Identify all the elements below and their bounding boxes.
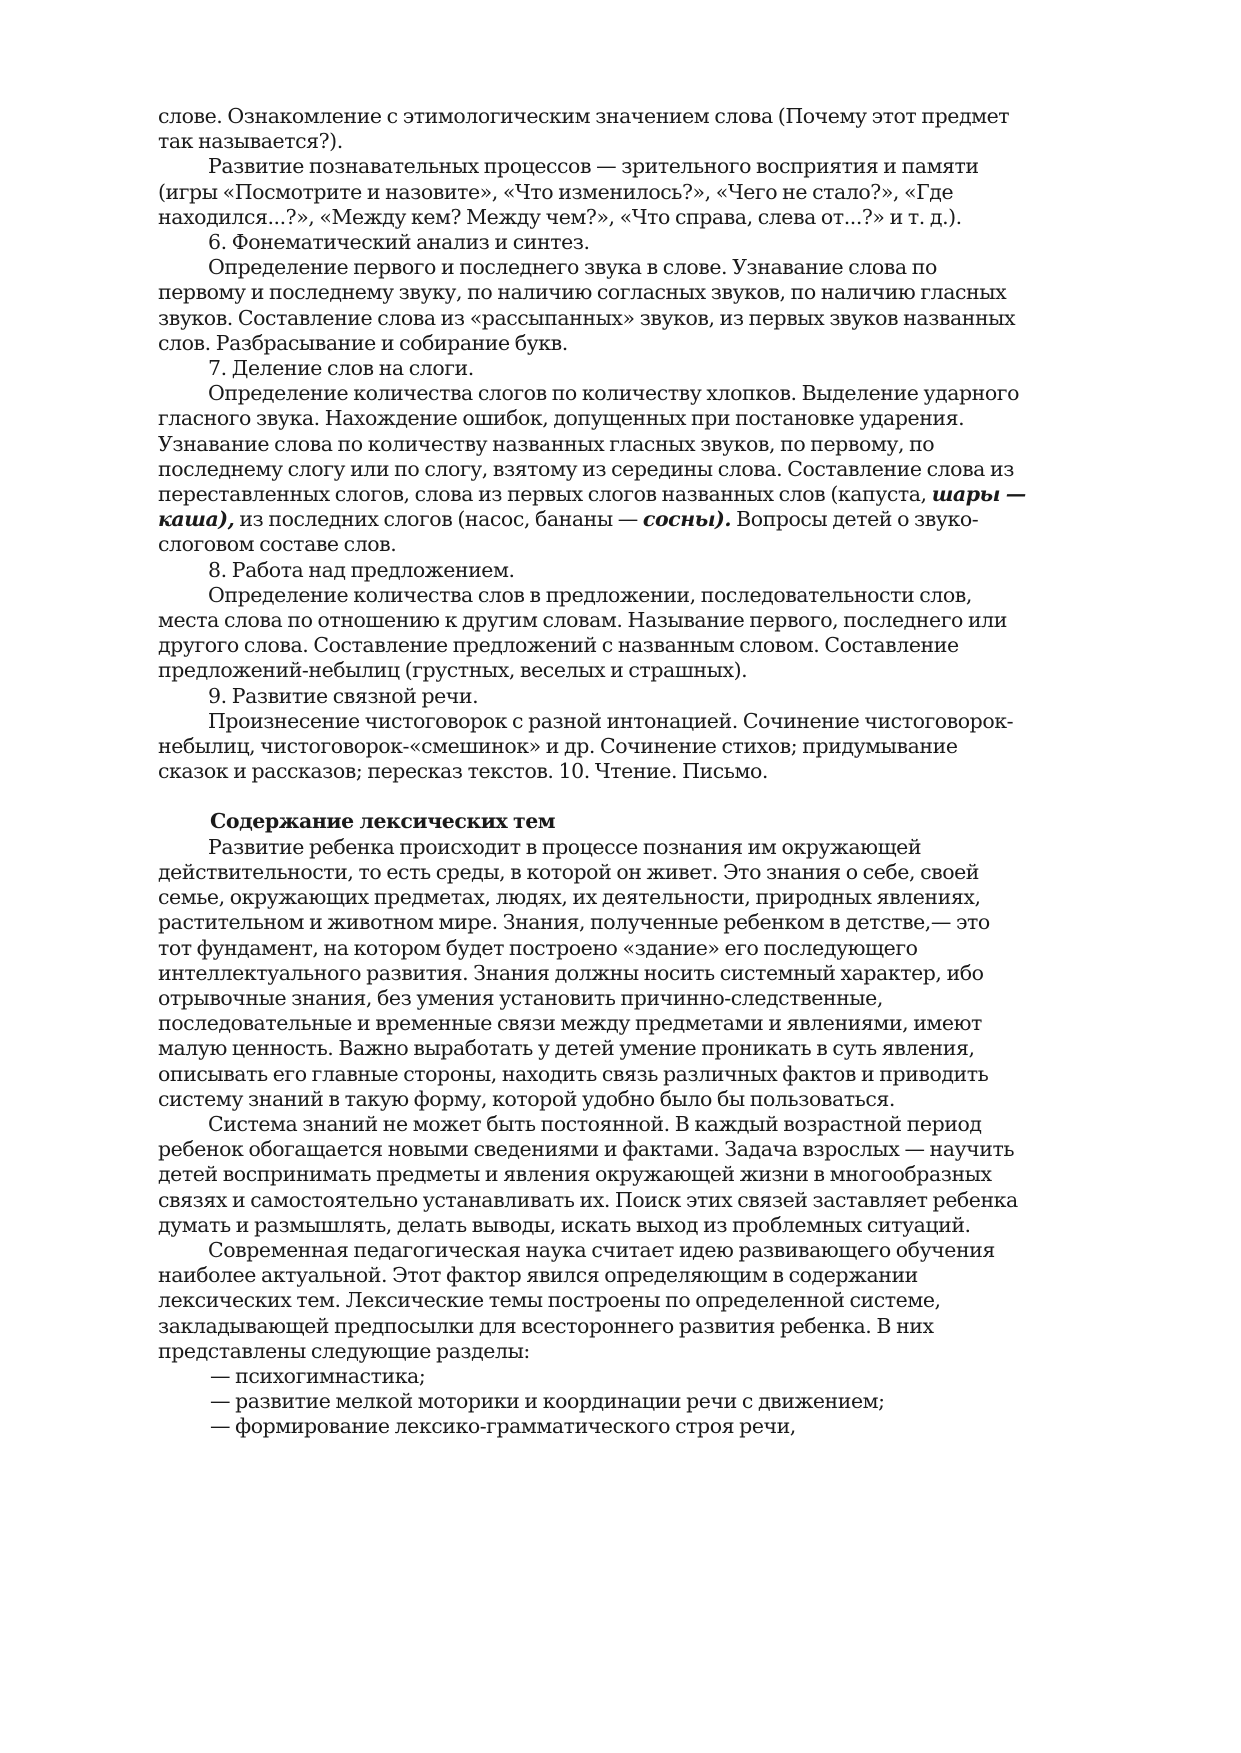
list-item: — формирование лексико-грамматического строя речи, (210, 1414, 796, 1439)
text-line: Современная педагогическая наука считает идею развивающего обучения (208, 1237, 995, 1262)
document-page (158, 104, 1038, 1440)
text-line: Система знаний не может быть постоянной. В каждый возрастной период (208, 1111, 982, 1136)
text-line: слоговом составе слов. (158, 532, 397, 557)
text-line: детей воспринимать предметы и явления окружающей жизни в многообразных (158, 1162, 992, 1187)
text-line: систему знаний в такую форму, которой удобно было бы пользоваться. (158, 1086, 895, 1111)
text-line: Развитие ребенка происходит в процессе познания им окружающей (208, 834, 922, 859)
text-line: предложений-небылиц (грустных, веселых и страшных). (158, 658, 748, 683)
text-line: тот фундамент, на котором будет построено «здание» его последующего (158, 935, 918, 960)
text-line: отрывочные знания, без умения установить причинно-следственные, (158, 985, 883, 1010)
spacer (158, 784, 1038, 809)
text-line: лексических тем. Лексические темы построены по определенной системе, (158, 1288, 941, 1313)
section-heading: Содержание лексических тем (210, 809, 556, 834)
example-word: сосны). (642, 507, 732, 532)
text-line: Определение количества слогов по количеству хлопков. Выделение ударного (208, 381, 1019, 406)
text-line: последовательные и временные связи между предметами и явлениями, имеют (158, 1011, 982, 1036)
text-line: представлены следующие разделы: (158, 1338, 530, 1363)
example-word: шары — (931, 482, 1026, 507)
section-8-title: 8. Работа над предложением. (208, 557, 515, 582)
text-line: семье, окружающих предметах, людях, их деятельности, природных явлениях, (158, 885, 981, 910)
text-line: связях и самостоятельно устанавливать их. Поиск этих связей заставляет ребенка (158, 1187, 1018, 1212)
text-line: сказок и рассказов; пересказ текстов. 10. Чтение. Письмо. (158, 759, 768, 784)
text-line: растительном и животном мире. Знания, полученные ребенком в детстве,— это (158, 910, 990, 935)
text-line: малую ценность. Важно выработать у детей умение проникать в суть явления, (158, 1036, 975, 1061)
text-line: действительности, то есть среды, в которой он живет. Это знания о себе, своей (158, 859, 980, 884)
example-word: каша), (158, 507, 235, 532)
text-line: звуков. Составление слова из «рассыпанных» звуков, из первых звуков названных (158, 305, 1016, 330)
text-line: находился...?», «Между кем? Между чем?», «Что справа, слева от...?» и т. д.). (158, 204, 962, 229)
text-line: так называется?). (158, 129, 343, 154)
text-line: интеллектуального развития. Знания должны носить системный характер, ибо (158, 960, 984, 985)
text-line: наиболее актуальной. Этот фактор явился определяющим в содержании (158, 1263, 918, 1288)
text-line: гласного звука. Нахождение ошибок, допущенных при постановке ударения. (158, 406, 965, 431)
text-line: Определение первого и последнего звука в слове. Узнавание слова по (208, 255, 937, 280)
text-line (158, 507, 1038, 532)
text-run: переставленных слогов, слова из первых слогов названных слов (капуста, (158, 482, 932, 507)
text-run: Вопросы детей о звуко- (731, 507, 979, 532)
list-item: — развитие мелкой моторики и координации речи с движением; (210, 1389, 885, 1414)
text-line: слове. Ознакомление с этимологическим значением слова (Почему этот предмет (158, 104, 1010, 128)
text-line: другого слова. Составление предложений с названным словом. Составление (158, 633, 959, 658)
text-line: последнему слогу или по слогу, взятому из середины слова. Составление слова из (158, 456, 1014, 481)
section-6-title: 6. Фонематический анализ и синтез. (208, 230, 590, 255)
text-line: Определение количества слов в предложении, последовательности слов, (208, 582, 972, 607)
text-line: Произнесение чистоговорок с разной интонацией. Сочинение чистоговорок- (208, 708, 1014, 733)
list-item: — психогимнастика; (210, 1363, 426, 1388)
text-line (158, 482, 1038, 507)
section-7-title: 7. Деление слов на слоги. (208, 356, 474, 381)
text-line: первому и последнему звуку, по наличию согласных звуков, по наличию гласных (158, 280, 1007, 305)
text-line: описывать его главные стороны, находить связь различных фактов и приводить (158, 1061, 989, 1086)
text-line: думать и размышлять, делать выводы, искать выход из проблемных ситуаций. (158, 1212, 971, 1237)
text-line: закладывающей предпосылки для всестороннего развития ребенка. В них (158, 1313, 934, 1338)
text-line: Узнавание слова по количеству названных гласных звуков, по первому, по (158, 431, 935, 456)
text-line: небылиц, чистоговорок-«смешинок» и др. Сочинение стихов; придумывание (158, 734, 958, 759)
text-line: ребенок обогащается новыми сведениями и фактами. Задача взрослых — научить (158, 1137, 1015, 1162)
text-line: слов. Разбрасывание и собирание букв. (158, 330, 568, 355)
text-line: места слова по отношению к другим словам. Называние первого, последнего или (158, 608, 1007, 633)
text-line: (игры «Посмотрите и назовите», «Что изменилось?», «Чего не стало?», «Где (158, 179, 954, 204)
section-9-title: 9. Развитие связной речи. (208, 683, 479, 708)
text-run: из последних слогов (насос, бананы — (234, 507, 643, 532)
text-line: Развитие познавательных процессов — зрительного восприятия и памяти (208, 154, 979, 179)
